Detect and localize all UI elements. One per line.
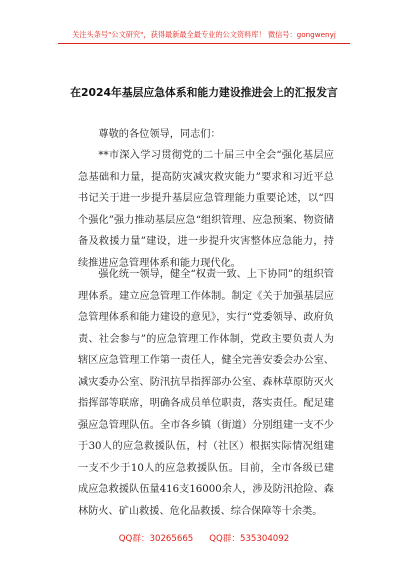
header-divider	[58, 43, 350, 44]
salutation: 尊敬的各位领导，同志们：	[98, 129, 221, 140]
header-banner: 关注头条号"公文研究"，获得最新最全最专业的公文资料库！ 微信号：gongwenyj	[72, 30, 336, 39]
footer-qq-group-2: QQ群：535304092	[209, 534, 290, 544]
document-title: 在2024年基层应急体系和能力建设推进会上的汇报发言	[70, 86, 338, 99]
footer-qq-groups	[0, 532, 408, 544]
paragraph-2: 强化统一领导，健全“权责一致、上下协同”的组织管理体系。建立应急管理工作体制。制定《关于加强基层应急管理体系和能力建设的意见》，实行“党委领导、政府负责、社会参与”的应急管理工作体制，党政主要负责人为辖区应急管理工作第一责任人，健全完善安委会办公室、减灾委办公室、防汛抗旱指挥部办公室、森林草原防灭火指挥部等联席，明确各成员单位职责，落实责任。配足建强应急管理队伍。全市各乡镇（街道）分别组建一支不少于30人的应急救援队伍，村（社区）根据实际情况组建一支不少于10人的应急救援队伍。目前，全市各级已建成应急救援队伍量416支16000余人，涉及防汛抢险、森林防火、矿山救援、危化品救援、综合保障等十余类。	[78, 269, 334, 517]
footer-qq-group-1: QQ群：30265665	[118, 534, 194, 544]
paragraph-1: **市深入学习贯彻党的二十届三中全会“强化基层应急基础和力量，提高防灾减灾救灾能力”要求和习近平总书记关于进一步提升基层应急管理能力重要论述，以“四个强化”强力推动基层应急“组织管理、应急预案、物资储备及救援力量”建设，进一步提升灾害整体应急能力，持续推进应急管理体系和能力现代化。	[78, 150, 334, 269]
